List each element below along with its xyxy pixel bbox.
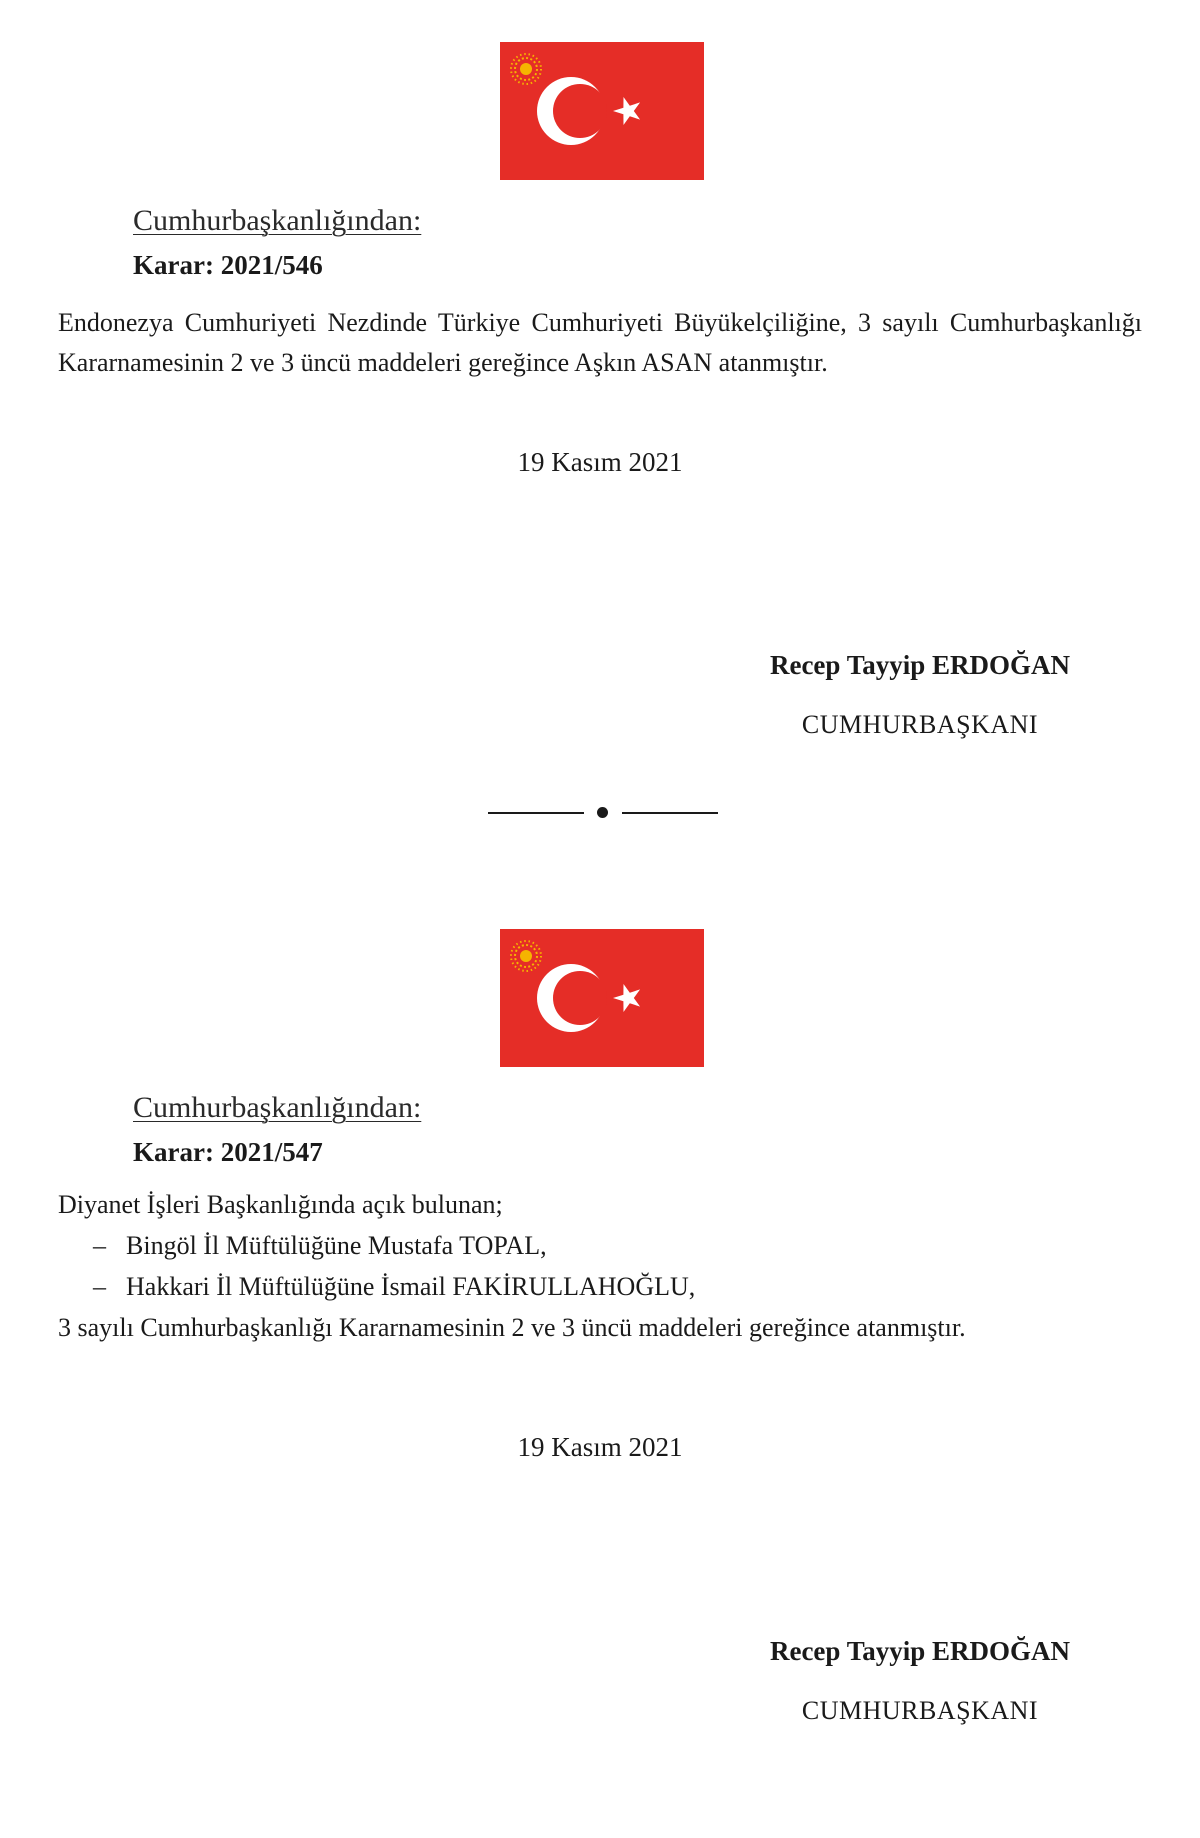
signature-name: Recep Tayyip ERDOĞAN — [769, 650, 1071, 680]
signature-title: CUMHURBAŞKANI — [801, 1696, 1039, 1725]
decision-date: 19 Kasım 2021 — [517, 1432, 683, 1462]
issuer-heading: Cumhurbaşkanlığından: — [133, 204, 422, 237]
issuer-heading: Cumhurbaşkanlığından: — [133, 1091, 422, 1124]
decision-closing: 3 sayılı Cumhurbaşkanlığı Kararnamesinin 2 ve 3 üncü maddeleri gereğince atanmıştır. — [58, 1313, 966, 1342]
decision-intro: Diyanet İşleri Başkanlığında açık bulunan; — [58, 1190, 503, 1219]
decision-body: Endonezya Cumhuriyeti Nezdinde Türkiye Cumhuriyeti Büyükelçiliğine, 3 sayılı Cumhurbaşkanlığı Kararnamesinin 2 ve 3 üncü maddeleri gereğince Aşkın ASAN atanmıştır. — [58, 308, 1142, 377]
list-item-text: Bingöl İl Müftülüğüne Mustafa TOPAL, — [126, 1231, 547, 1260]
signature-name: Recep Tayyip ERDOĞAN — [769, 1636, 1071, 1666]
list-item — [93, 1231, 547, 1261]
list-item-text: Hakkari İl Müftülüğüne İsmail FAKİRULLAHOĞLU, — [126, 1272, 696, 1301]
decision-date: 19 Kasım 2021 — [517, 447, 683, 477]
list-dash: – — [93, 1272, 106, 1301]
list-dash: – — [93, 1231, 106, 1260]
presidential-flag-icon — [500, 42, 704, 180]
list-item — [93, 1272, 695, 1302]
section-separator — [488, 803, 718, 823]
separator-dot-icon — [597, 807, 608, 818]
presidential-flag-icon — [500, 929, 704, 1067]
decision-number: Karar: 2021/546 — [133, 250, 323, 280]
signature-title: CUMHURBAŞKANI — [801, 710, 1039, 739]
decision-number: Karar: 2021/547 — [133, 1137, 323, 1167]
